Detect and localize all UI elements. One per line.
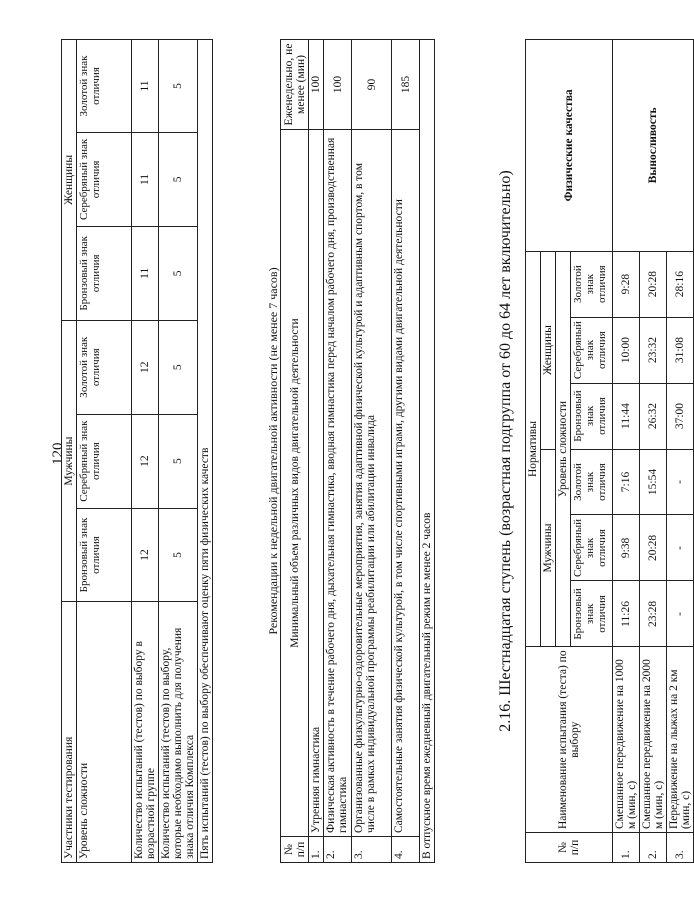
weekly-activity-table (280, 39, 435, 863)
row-number: 1. (613, 833, 640, 863)
cell-value: 5 (159, 414, 198, 508)
activity-header: Минимальный объем различных видов двигательной деятельности (281, 129, 309, 836)
row-label: Количество испытаний (тестов) по выбору, которые необходимо выполнить для получения знака отличия Комплекса (159, 602, 198, 863)
medal-silver: Серебряный знак отличия (77, 414, 132, 508)
table-row (132, 40, 159, 863)
cell-value: 28:16 (667, 251, 694, 317)
row-number: 4. (392, 837, 420, 863)
cell-value: 11:26 (613, 581, 640, 647)
table-row (324, 40, 352, 863)
table-footer-note: Пять испытаний (тестов) по выбору обеспечивают оценку пяти физических качеств (198, 40, 213, 863)
cell-value: - (667, 449, 694, 515)
medal-silver: Серебряный знак отличия (77, 132, 132, 226)
row-value: 100 (324, 40, 352, 130)
medal-gold: Золотой знак отличия (77, 40, 132, 133)
cell-value: 23:28 (640, 581, 667, 647)
table-row (392, 40, 420, 863)
table-row (352, 40, 392, 863)
level-label: Уровень сложности (77, 602, 132, 863)
cell-value: 10:00 (613, 317, 640, 383)
section-heading: 2.16. Шестнадцатая ступень (возрастная подгруппа от 60 до 64 лет включительно) (497, 170, 514, 732)
cell-value: 12 (132, 508, 159, 602)
row-text: Физическая активность в течение рабочего дня, дыхательная гимнастика, вводная гимнастика перед началом рабочего дня, производственная гимнастика (324, 129, 352, 836)
test-name: Смешанное передвижение на 1000 м (мин, с) (613, 647, 640, 833)
participants-label: Участники тестирования (62, 602, 77, 863)
num-header: № п/п (281, 837, 309, 863)
row-number: 2. (640, 833, 667, 863)
cell-value: 7:16 (613, 449, 640, 515)
table-row (309, 40, 324, 863)
row-value: 90 (352, 40, 392, 130)
table-row (159, 40, 198, 863)
num-header: № п/п (526, 833, 613, 863)
cell-value: 5 (159, 508, 198, 602)
medal-gold: Золотой знак отличия (571, 449, 613, 515)
men-header: Мужчины (541, 449, 556, 647)
cell-value: 26:32 (640, 383, 667, 449)
cell-value: 5 (159, 132, 198, 226)
row-number: 1. (309, 837, 324, 863)
cell-value: 31:08 (667, 317, 694, 383)
test-name-header: Наименование испытания (теста) по выбору (526, 647, 613, 833)
norms-header: Нормативы (526, 251, 541, 647)
cell-value: 15:54 (640, 449, 667, 515)
cell-value: 5 (159, 40, 198, 133)
test-name: Смешанное передвижение на 2000 м (мин, с) (640, 647, 667, 833)
medal-gold: Золотой знак отличия (571, 251, 613, 317)
men-header: Мужчины (62, 320, 77, 602)
medal-bronze: Бронзовый знак отличия (77, 226, 132, 320)
recommendations-heading: Рекомендации к недельной двигательной активности (не менее 7 часов) (266, 267, 280, 635)
cell-value: 20:28 (640, 251, 667, 317)
cell-value: 12 (132, 414, 159, 508)
row-text: Организованные физкультурно-оздоровительные мероприятия, занятия адаптивной физической культурой и адаптивным спортом, в том числе в рамках индивидуальной программы реабилитации или абилитации инвалида (352, 129, 392, 836)
cell-value: 20:28 (640, 515, 667, 581)
cell-value: 11 (132, 132, 159, 226)
test-name: Передвижение на лыжах на 2 км (мин, с) (667, 647, 694, 833)
time-header: Еженедельно, не менее (мин) (281, 40, 309, 130)
cell-value: 5 (159, 320, 198, 414)
medal-gold: Золотой знак отличия (77, 320, 132, 414)
row-value: 185 (392, 40, 420, 130)
physical-qualities-header: Физические качества (526, 40, 613, 252)
complex-requirements-table (61, 39, 213, 863)
cell-value: 11:44 (613, 383, 640, 449)
cell-value: 37:00 (667, 383, 694, 449)
cell-value: 11 (132, 226, 159, 320)
cell-value: 9:28 (613, 251, 640, 317)
table-footer-note: В отпускное время ежедневный двигательный режим не менее 2 часов (420, 40, 435, 863)
row-number: 2. (324, 837, 352, 863)
row-value: 100 (309, 40, 324, 130)
physical-quality: Выносливость (613, 40, 694, 252)
page-number: 120 (50, 442, 66, 465)
cell-value: 9:38 (613, 515, 640, 581)
cell-value: - (667, 515, 694, 581)
medal-bronze: Бронзовый знак отличия (77, 508, 132, 602)
cell-value: - (667, 581, 694, 647)
women-header: Женщины (541, 251, 556, 449)
medal-bronze: Бронзовый знак отличия (571, 581, 613, 647)
medal-silver: Серебряный знак отличия (571, 317, 613, 383)
row-number: 3. (352, 837, 392, 863)
row-label: Количество испытаний (тестов) по выбору в возрастной группе (132, 602, 159, 863)
cell-value: 12 (132, 320, 159, 414)
norms-table (525, 39, 694, 863)
row-number: 3. (667, 833, 694, 863)
cell-value: 5 (159, 226, 198, 320)
cell-value: 23:32 (640, 317, 667, 383)
cell-value: 11 (132, 40, 159, 133)
medal-silver: Серебряный знак отличия (571, 515, 613, 581)
table-row (613, 40, 640, 863)
level-header: Уровень сложности (556, 251, 571, 647)
medal-bronze: Бронзовый знак отличия (571, 383, 613, 449)
row-text: Самостоятельные занятия физической культурой, в том числе спортивными играми, другими видами двигательной деятельности (392, 129, 420, 836)
row-text: Утренняя гимнастика (309, 129, 324, 836)
women-header: Женщины (62, 40, 77, 321)
